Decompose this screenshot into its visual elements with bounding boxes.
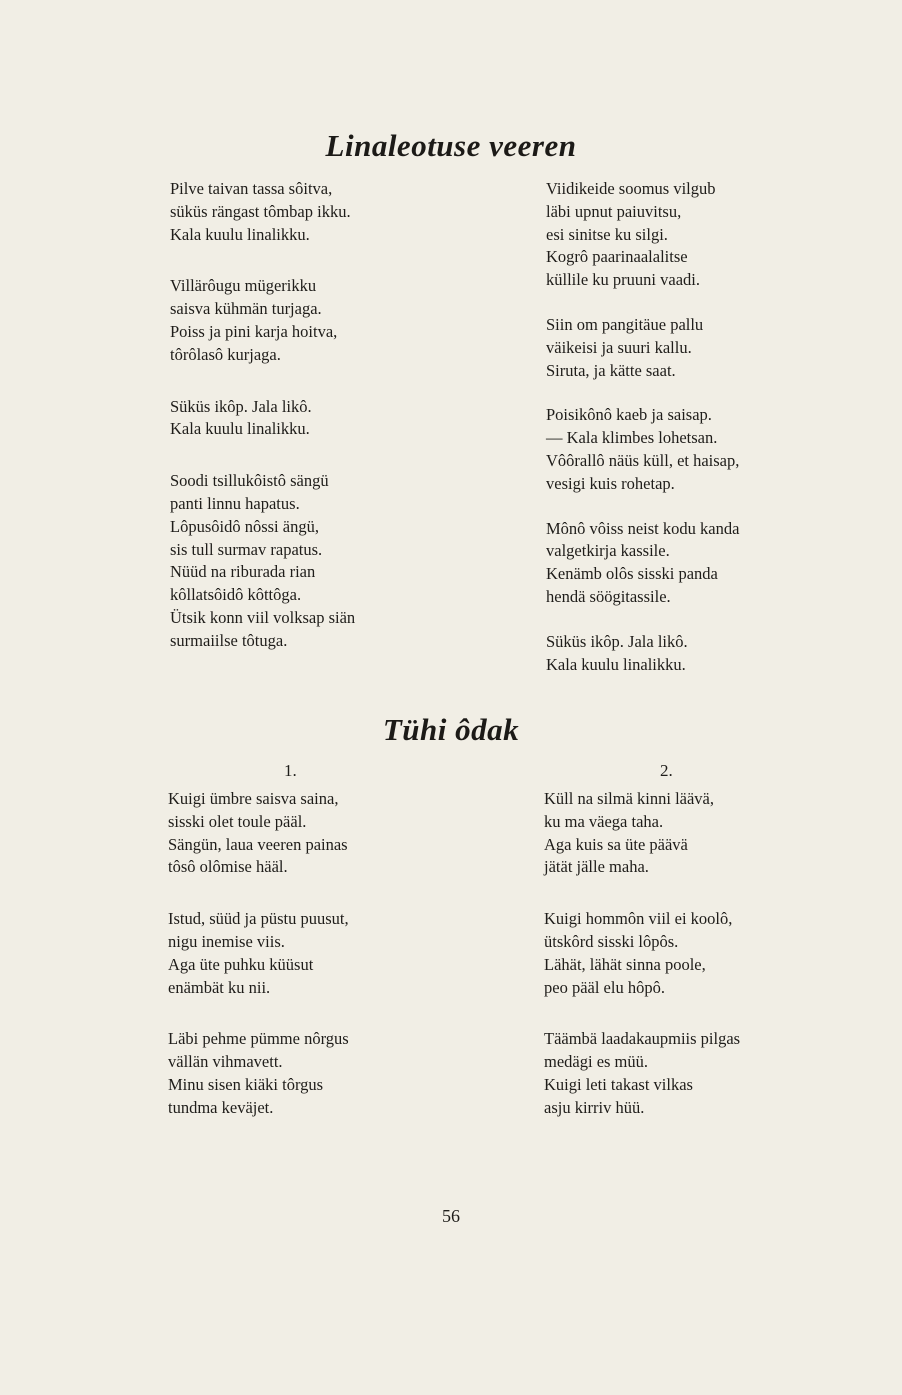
- stanza: [170, 275, 355, 366]
- poem-line: Mônô vôiss neist kodu kanda: [546, 518, 740, 538]
- poem-line: Pilve taivan tassa sôitva,: [170, 179, 333, 198]
- poem-line: Lôpusôidô nôssi ängü,: [170, 516, 319, 536]
- stanza: [544, 788, 740, 879]
- poem-line: Kala kuulu linalikku.: [170, 419, 310, 439]
- poem-line: Kenämb olôs sisski panda: [546, 564, 718, 584]
- poem-line: tundma keväjet.: [168, 1097, 274, 1117]
- poem-line: peo pääl elu hôpô.: [544, 977, 665, 997]
- poem-line: medägi es müü.: [544, 1052, 649, 1072]
- section-number-2: 2.: [660, 761, 673, 780]
- poem-line: asju kirriv hüü.: [544, 1097, 645, 1117]
- poem-line: esi sinitse ku silgi.: [546, 224, 668, 244]
- poem-line: Süküs ikôp. Jala likô.: [170, 396, 312, 416]
- poem-line: — Kala klimbes lohetsan.: [546, 428, 718, 448]
- poem-line: Läbi pehme pümme nôrgus: [168, 1029, 349, 1049]
- poem-line: vesigi kuis rohetap.: [546, 473, 675, 493]
- poem2-right-column: [544, 788, 740, 1149]
- poem-line: enämbät ku nii.: [168, 977, 271, 997]
- poem-line: Aga üte puhku küüsut: [168, 954, 314, 974]
- stanza: [168, 788, 349, 879]
- poem-line: sisski olet toule pääl.: [168, 811, 307, 831]
- poem-line: Vôôrallô näüs küll, et haisap,: [546, 450, 740, 470]
- poem-line: Aga kuis sa üte päävä: [544, 834, 688, 854]
- poem-line: Nüüd na riburada rian: [170, 562, 316, 582]
- poem-line: väikeisi ja suuri kallu.: [546, 337, 692, 357]
- poem-line: Küll na silmä kinni läävä,: [544, 789, 715, 808]
- stanza: [546, 518, 739, 609]
- page-number: 56: [442, 1206, 460, 1226]
- poem-line: Poisikônô kaeb ja saisap.: [546, 405, 712, 425]
- poem-line: Lähät, lähät sinna poole,: [544, 954, 706, 974]
- poem-line: Siruta, ja kätte saat.: [546, 360, 676, 380]
- poem-line: Istud, süüd ja püstu puusut,: [168, 909, 349, 929]
- poem-line: tôrôlasô kurjaga.: [170, 344, 281, 364]
- poem2-left-column: [168, 788, 349, 1149]
- poem-line: läbi upnut paiuvitsu,: [546, 201, 682, 221]
- poem-line: Poiss ja pini karja hoitva,: [170, 321, 338, 341]
- stanza: [170, 396, 355, 442]
- stanza: [546, 314, 739, 382]
- poem-line: jätät jälle maha.: [544, 857, 649, 877]
- poem1-right-column: [546, 178, 739, 698]
- poem-line: Täämbä laadakaupmiis pilgas: [544, 1029, 741, 1049]
- stanza: [170, 178, 355, 246]
- poem-line: Viidikeide soomus vilgub: [546, 179, 716, 198]
- poem-line: tôsô olômise hääl.: [168, 857, 288, 877]
- poem-line: Kuigi ümbre saisva saina,: [168, 789, 339, 808]
- poem-line: nigu inemise viis.: [168, 931, 285, 951]
- poem-line: süküs rängast tômbap ikku.: [170, 201, 351, 221]
- stanza: [546, 631, 739, 677]
- stanza: [544, 908, 740, 999]
- stanza: [168, 908, 349, 999]
- poem-line: küllile ku pruuni vaadi.: [546, 270, 700, 290]
- stanza: [546, 404, 739, 495]
- poem-line: kôllatsôidô kôttôga.: [170, 585, 302, 605]
- stanza: [544, 1028, 740, 1119]
- poem-line: valgetkirja kassile.: [546, 541, 670, 561]
- poem-line: saisva kühmän turjaga.: [170, 299, 322, 319]
- poem-line: Kuigi leti takast vilkas: [544, 1074, 693, 1094]
- poem1-left-column: [170, 178, 355, 682]
- poem-line: ku ma väega taha.: [544, 811, 664, 831]
- poem-title-tuhi-odak: Tühi ôdak: [382, 712, 520, 747]
- stanza: [546, 178, 739, 292]
- poem-title-linaleotuse-veeren: Linaleotuse veeren: [325, 128, 577, 163]
- poem-line: sis tull surmav rapatus.: [170, 539, 323, 559]
- poem-line: Sängün, laua veeren painas: [168, 834, 348, 854]
- poem-line: Süküs ikôp. Jala likô.: [546, 631, 688, 651]
- poem-line: Siin om pangitäue pallu: [546, 314, 704, 334]
- poem-line: Minu sisen kiäki tôrgus: [168, 1074, 324, 1094]
- poem-line: vällän vihmavett.: [168, 1052, 283, 1072]
- poem-line: hendä söögitassile.: [546, 586, 671, 606]
- poem-line: Kogrô paarinaalalitse: [546, 247, 688, 267]
- stanza: [170, 470, 355, 652]
- poem-line: Ütsik konn viil volksap siän: [170, 607, 356, 627]
- poem-line: Soodi tsillukôistô sängü: [170, 471, 329, 491]
- poem-line: Villärôugu mügerikku: [170, 276, 317, 296]
- poem-line: panti linnu hapatus.: [170, 493, 300, 513]
- section-number-1: 1.: [284, 761, 297, 780]
- poem-line: surmaiilse tôtuga.: [170, 630, 288, 650]
- poem-line: Kuigi hommôn viil ei koolô,: [544, 909, 733, 929]
- stanza: [168, 1028, 349, 1119]
- poem-line: Kala kuulu linalikku.: [546, 654, 686, 674]
- poem-line: ütskôrd sisski lôpôs.: [544, 931, 679, 951]
- poem-line: Kala kuulu linalikku.: [170, 224, 310, 244]
